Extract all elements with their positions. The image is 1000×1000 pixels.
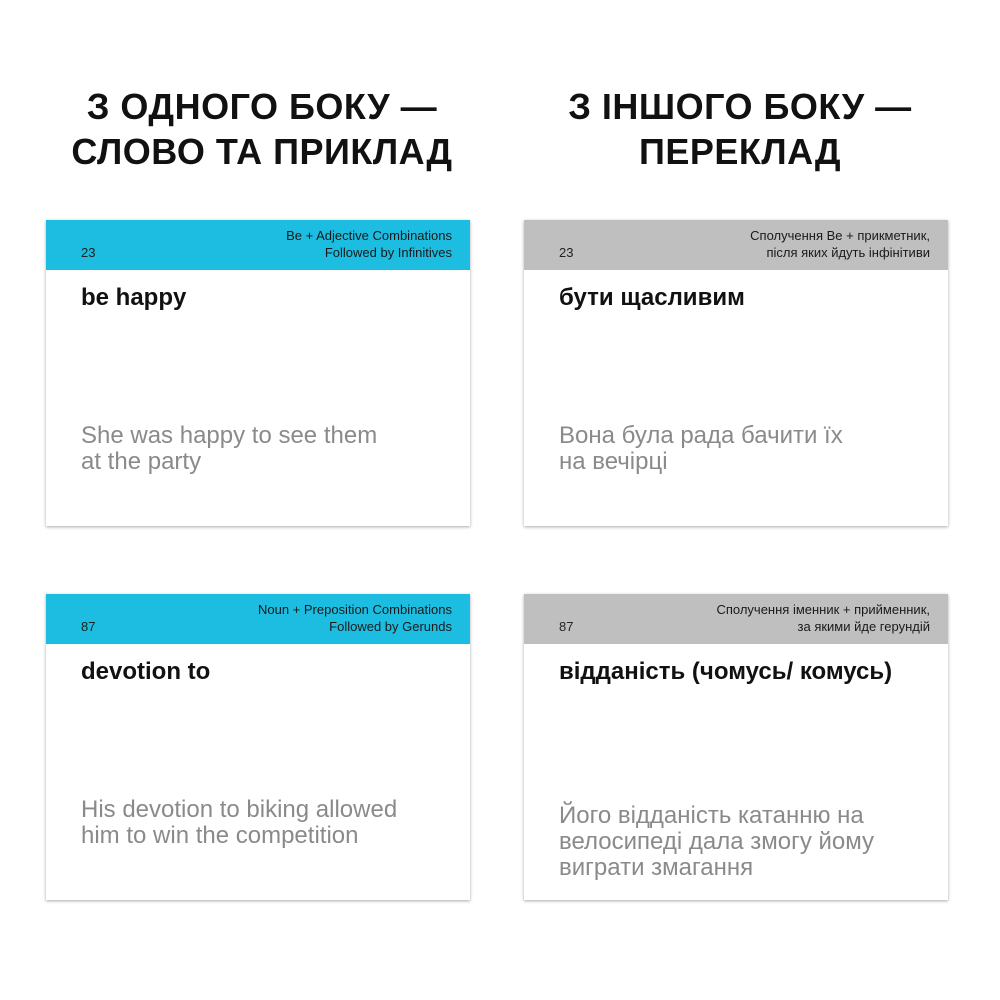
category-line: Noun + Preposition Combinations: [257, 602, 452, 617]
flashcard-front-87: [46, 594, 470, 900]
example-line: велосипеді дала змогу йому: [559, 828, 875, 855]
card-term: devotion to: [81, 658, 211, 685]
category-line: Be + Adjective Combinations: [286, 228, 452, 243]
card-number: 23: [559, 245, 574, 260]
category-line: Followed by Gerunds: [329, 619, 452, 634]
example-line: Його відданість катанню на: [559, 802, 864, 829]
flashcard-back-23: [524, 220, 948, 526]
card-example: [559, 803, 874, 881]
flashcard-front-23: [46, 220, 470, 526]
card-example: [81, 423, 377, 475]
card-example: [81, 797, 397, 849]
heading-line: ПЕРЕКЛАД: [638, 131, 842, 172]
card-number: 23: [81, 245, 96, 260]
heading-line: СЛОВО ТА ПРИКЛАД: [71, 131, 453, 172]
heading-line: З ОДНОГО БОКУ —: [86, 86, 438, 127]
example-line: She was happy to see them: [81, 422, 378, 449]
card-category: [258, 601, 452, 635]
card-category: [716, 601, 930, 635]
example-line: Вона була рада бачити їх: [559, 422, 843, 449]
category-line: Сполучення Be + прикметник,: [750, 228, 930, 243]
card-category: [286, 227, 452, 261]
category-line: Followed by Infinitives: [324, 245, 452, 260]
front-side-heading: [52, 84, 472, 174]
example-line: на вечірці: [559, 448, 668, 475]
card-number: 87: [81, 619, 96, 634]
card-header: [524, 594, 948, 644]
card-term: відданість (чомусь/ комусь): [559, 658, 893, 685]
flashcard-back-87: [524, 594, 948, 900]
card-header: [524, 220, 948, 270]
example-line: him to win the competition: [81, 822, 359, 849]
heading-line: З ІНШОГО БОКУ —: [568, 86, 912, 127]
card-term: be happy: [81, 284, 187, 311]
card-term: бути щасливим: [559, 284, 745, 311]
card-category: [750, 227, 930, 261]
card-number: 87: [559, 619, 574, 634]
category-line: за якими йде герундій: [797, 619, 930, 634]
category-line: Сполучення іменник + прийменник,: [716, 602, 930, 617]
example-line: at the party: [81, 448, 202, 475]
card-header: [46, 220, 470, 270]
example-line: виграти змагання: [559, 854, 754, 881]
back-side-heading: [530, 84, 950, 174]
card-example: [559, 423, 843, 475]
category-line: після яких йдуть інфінітиви: [766, 245, 930, 260]
card-header: [46, 594, 470, 644]
example-line: His devotion to biking allowed: [81, 796, 398, 823]
